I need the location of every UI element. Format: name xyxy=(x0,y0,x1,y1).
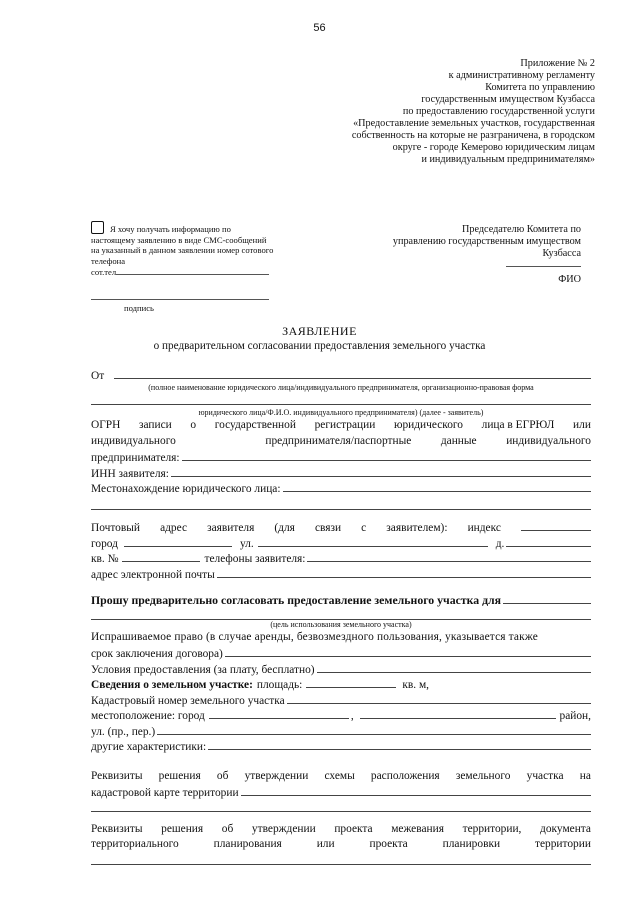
project-word: территории xyxy=(535,838,591,850)
appendix-line: государственным имуществом Кузбасса xyxy=(421,94,595,105)
district-label: район, xyxy=(559,710,591,722)
ogrn-word: данные xyxy=(440,434,477,447)
scheme-word: Реквизиты xyxy=(91,769,143,782)
inn-label: ИНН заявителя: xyxy=(91,467,169,480)
signature-label: подпись xyxy=(124,303,154,313)
postal-row xyxy=(91,519,591,535)
cadastral-field[interactable] xyxy=(287,692,591,704)
project-word: территории, xyxy=(462,822,522,835)
ogrn-row xyxy=(91,418,591,434)
document-title: ЗАЯВЛЕНИЕ xyxy=(282,324,357,338)
postal-word: с xyxy=(361,522,367,534)
appendix-header xyxy=(352,58,595,166)
conditions-field[interactable] xyxy=(317,661,591,673)
email-field[interactable] xyxy=(217,566,591,578)
request-text: Прошу предварительно согласовать предоставление земельного участка для xyxy=(91,593,502,607)
from-caption: (полное наименование юридического лица/индивидуального предпринимателя, организационно-правовая форма xyxy=(148,382,534,392)
project-row xyxy=(91,822,591,838)
scheme-field-2[interactable] xyxy=(91,800,591,812)
postal-word: Почтовый xyxy=(91,522,141,534)
ogrn-word: юридического xyxy=(393,419,464,431)
apt-label: кв. № xyxy=(91,553,119,565)
purpose-field-2[interactable] xyxy=(91,608,591,620)
appendix-line: Комитета по управлению xyxy=(485,82,595,93)
recipient-line: управлению государственным имуществом xyxy=(392,236,581,247)
postal-word: связи xyxy=(314,522,342,534)
appendix-line: по предоставлению государственной услуги xyxy=(402,106,595,117)
postal-word: индекс xyxy=(467,522,501,534)
application-form: От (полное наименование юридического лица/индивидуального предпринимателя, организационно-правовая форма юридического лица/Ф.И.О. индивидуального предпринимателя) (далее - заявитель) ОГРН записи о государственной регистрации юридического лица в ЕГРЮЛ или индивидуального предпринимателя/паспортные данные индивидуального предпринимателя: ИНН заявителя: Местонахождение юридического лица: Почтовый адрес заявителя (для связи с заявителем): индекс город ул. д. кв. № телефоны заявителя: адрес электронной почты Прошу предварительно согласовать предоставление земельного участка для (цель использования земельного участка) Испрашиваемое право (в случае аренды, безвозмездного пользования, указывается также срок заключения договора) Условия предоставления (за плату, бесплатно) Сведения о земельном участке: площадь: кв. м, Кадастровый номер земельного участка местоположение: город , район, ул. (пр., пер.) другие характеристики: Реквизиты решения об утверждении схемы расположения земельного участка на кадастровой карте территории Реквизиты решения об утверждении проекта межевания территории, документа территориального планирования или проекта планировки территории xyxy=(91,367,591,867)
inn-field[interactable] xyxy=(171,465,591,477)
appendix-line: округе - городе Кемерово юридическим лицам xyxy=(392,142,595,153)
other-label: другие характеристики: xyxy=(91,741,207,753)
sms-text-line: Я хочу получать информацию по xyxy=(110,224,231,234)
postal-word: (для xyxy=(274,522,295,534)
applicant-name-field-2[interactable] xyxy=(91,393,591,405)
appendix-line: собственность на которые не разграничена, в городском xyxy=(351,130,595,141)
project-word: решения xyxy=(161,822,204,835)
location-label: Местонахождение юридического лица: xyxy=(91,483,281,495)
area-unit: кв. м, xyxy=(402,679,430,691)
scheme-word: на xyxy=(579,769,591,782)
scheme-word: решения xyxy=(158,769,201,782)
appendix-line: и индивидуальным предпринимателям» xyxy=(421,154,595,165)
purpose-caption: (цель использования земельного участка) xyxy=(270,619,412,629)
ogrn-word: регистрации xyxy=(314,419,376,431)
purpose-field[interactable] xyxy=(503,592,591,604)
page-number: 56 xyxy=(313,22,326,34)
scheme-word: участка xyxy=(526,769,564,782)
apt-field[interactable] xyxy=(122,550,200,562)
phones-field[interactable] xyxy=(307,550,591,562)
recipient-line: Кузбасса xyxy=(542,248,581,259)
street2-field[interactable] xyxy=(157,723,591,735)
project-word: планирования xyxy=(213,838,282,850)
appendix-line: Приложение № 2 xyxy=(520,58,595,69)
postal-word: заявителем): xyxy=(386,522,448,534)
project-word: межевания xyxy=(391,822,444,835)
ogrn-word: индивидуального xyxy=(91,434,176,447)
ogrn-word: предпринимателя/паспортные xyxy=(265,434,412,447)
sms-consent-checkbox[interactable] xyxy=(91,221,104,234)
location-city-label: местоположение: город xyxy=(91,710,205,722)
ogrn-field[interactable] xyxy=(182,449,591,461)
right-field[interactable] xyxy=(225,645,591,657)
project-field[interactable] xyxy=(91,853,591,865)
street-label: ул. xyxy=(239,537,254,550)
project-word: проекта xyxy=(369,838,408,850)
ogrn-word: ОГРН xyxy=(91,419,121,431)
right-text: срок заключения договора) xyxy=(91,648,223,660)
postal-word: заявителя xyxy=(207,522,255,534)
from-label: От xyxy=(91,370,105,382)
district-field[interactable] xyxy=(360,707,556,719)
area-label: площадь: xyxy=(256,679,303,691)
house-field[interactable] xyxy=(506,535,591,547)
location-city-field[interactable] xyxy=(209,707,349,719)
postal-word: адрес xyxy=(160,522,188,534)
project-word: документа xyxy=(540,822,591,835)
applicant-name-field[interactable] xyxy=(114,367,591,379)
postal-index-field[interactable] xyxy=(521,519,591,531)
sms-text-line: настоящему заявлению в виде СМС-сообщений xyxy=(91,234,267,245)
scheme-label: кадастровой карте территории xyxy=(91,787,239,799)
phone-label: сот.тел xyxy=(91,267,117,277)
location-field[interactable] xyxy=(283,480,591,492)
house-label: д. xyxy=(495,537,505,550)
cadastral-label: Кадастровый номер земельного участка xyxy=(91,694,285,707)
sms-text-line: на указанный в данном заявлении номер сотового xyxy=(91,245,274,255)
ogrn-word: лица в ЕГРЮЛ xyxy=(481,419,555,431)
right-text: Испрашиваемое право (в случае аренды, безвозмездного пользования, указывается также xyxy=(91,630,538,643)
project-word: планировки xyxy=(442,838,501,850)
project-word: об xyxy=(221,822,234,835)
appendix-line: «Предоставление земельных участков, государственная xyxy=(353,118,595,129)
street-field[interactable] xyxy=(258,535,488,547)
conditions-label: Условия предоставления (за плату, бесплатно) xyxy=(91,663,315,676)
appendix-line: к административному регламенту xyxy=(448,70,595,81)
signature-field[interactable] xyxy=(91,299,269,300)
sms-consent-block xyxy=(91,221,311,278)
ogrn-row-2 xyxy=(91,434,591,450)
recipient-block xyxy=(393,224,581,260)
project-word: проекта xyxy=(334,822,373,835)
ogrn-word: государственной xyxy=(214,419,296,431)
project-word: или xyxy=(316,838,335,850)
recipient-line: Председателю Комитета по xyxy=(462,224,581,235)
ogrn-word: о xyxy=(190,419,197,431)
city-label: город xyxy=(91,537,118,550)
location-field-2[interactable] xyxy=(91,498,591,510)
scheme-word: земельного xyxy=(455,769,511,782)
city-field[interactable] xyxy=(124,535,232,547)
project-word: территориального xyxy=(91,838,179,850)
street2-label: ул. (пр., пер.) xyxy=(91,725,156,738)
ogrn-word: записи xyxy=(139,419,172,431)
phones-label: телефоны заявителя: xyxy=(204,553,306,565)
phone-field[interactable] xyxy=(116,266,269,275)
scheme-word: схемы xyxy=(324,769,355,782)
scheme-word: утверждении xyxy=(244,769,309,782)
ogrn-label: предпринимателя: xyxy=(91,452,180,464)
info-label: Сведения о земельном участке: xyxy=(91,679,253,691)
fio-label: ФИО xyxy=(558,274,581,285)
project-row-2 xyxy=(91,837,591,853)
project-word: Реквизиты xyxy=(91,822,143,835)
scheme-row xyxy=(91,769,591,785)
project-word: утверждении xyxy=(251,822,316,835)
document-subtitle: о предварительном согласовании предоставления земельного участка xyxy=(153,340,486,352)
other-field[interactable] xyxy=(208,738,591,750)
email-label: адрес электронной почты xyxy=(91,568,215,581)
sms-text-line: телефона xyxy=(91,255,126,266)
scheme-field[interactable] xyxy=(241,784,591,796)
area-field[interactable] xyxy=(306,676,396,688)
ogrn-word: или xyxy=(573,419,591,431)
fio-field[interactable] xyxy=(506,266,581,267)
ogrn-word: индивидуального xyxy=(506,434,591,447)
scheme-word: об xyxy=(216,769,229,782)
from-caption: юридического лица/Ф.И.О. индивидуального предпринимателя) (далее - заявитель) xyxy=(198,408,484,417)
scheme-word: расположения xyxy=(370,769,440,782)
